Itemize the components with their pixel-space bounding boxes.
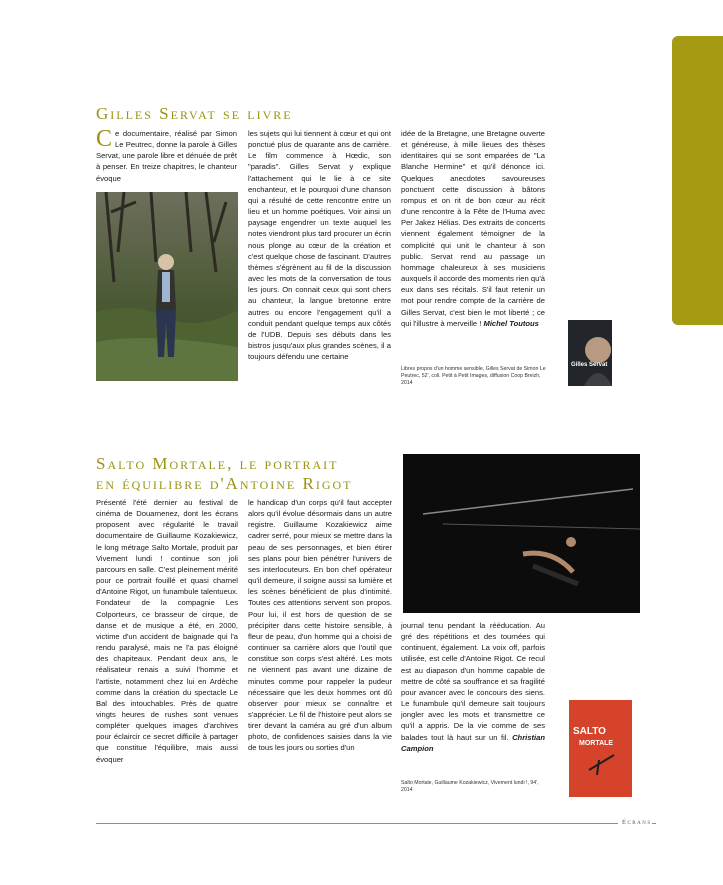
- footer-label: Écrans: [618, 819, 652, 826]
- article2-col2: le handicap d'un corps qu'il faut accepter alors qu'il évolue désormais dans un autre registre. Guillaume Kozakiewicz aime cadrer serré, pour mieux se mettre dans la peau de ses personnages, et bien étirer ses plans pour bien pénétrer l'univers de ses interlocuteurs. En bon chef opérateur qu'il demeure, il soigne aussi sa lumière et les scènes bénéficient de plus d'intimité. Toutes ces attentions servent son propos. Pour lui, il est hors de question de se précipiter dans cette histoire sensible, à fleur de peau, d'un homme qui a choisi de continuer sa carrière alors que l'outil que constitue son corps s'est altéré. Les mots ne viennent pas avant une dizaine de minutes comme pour rappeler la pudeur nécessaire que les deux hommes ont dû observer pour mieux se connaître et s'apprécier. Le fil de l'histoire peut alors se tirer devant la caméra au gré d'un album photo, de confidences saisies dans la vie de tous les jours ou sorties d'un: [248, 498, 392, 753]
- article1-col2: les sujets qui lui tiennent à cœur et qui ont ponctué plus de quarante ans de carrière. Le film commence à Hœdic, son "paradis". Gilles Servat y explique l'attachement qui le lie à ce site enchanteur, et le pourquoi d'une chanson qui a résulté de cette rencontre entre un lieu et un homme poétiques. Voir ainsi un paysage engendrer un texte auquel les notes viendront plus tard procurer un écrin nous plonge au cœur de la création et c'est quelque chose de fascinant. D'autres thèmes s'égrènent au fil de la discussion avec les mots de la conversation de tous les jours. On connait ceux qui sont chers au chanteur, la langue bretonne entre autres ou encore l'engagement qu'il a conduit pendant quelque temps aux côtés de l'UDB. Depuis ses débuts dans les bistros jusqu'aux plus grandes scènes, il a toujours défendu une certaine: [248, 129, 391, 362]
- article1-col1: [96, 128, 237, 184]
- article1-caption: Libres propos d'un homme sensible, Gilles Servat de Simon Le Peutrec, 52', coll. Petit à Petit Images, diffusion Coop Breizh, 2014: [401, 366, 546, 386]
- side-tab: [672, 36, 723, 325]
- article1-col3: [401, 128, 545, 358]
- article1-col3-text: idée de la Bretagne, une Bretagne ouverte et généreuse, à mille lieues des thèses identitaires qui se sont emparées de "La Blanche Hermine" et qu'il dénonce ici. Quelques anecdotes savoureuses ponctuent cette discussion à bâtons rompus et on rit de bon cœur au récit d'une rencontre à la Fête de l'Huma avec Per Jakez Hélias. Des extraits de concerts viennent également témoigner de la complicité qui unit le chanteur à son public. Servat rend au passage un hommage chaleureux à ses musiciens auxquels il accorde des moments rien qu'à eux dans ses récitals. S'il faut retenir un mot pour rendre compte de la carrière de Gilles Servat, c'est bien le mot liberté ; ce qui l'illustre à merveille !: [401, 129, 545, 328]
- dvd-cover-gilles-servat: [568, 320, 612, 386]
- article1-title: Gilles Servat se livre: [96, 104, 293, 123]
- drop-cap: C: [96, 128, 113, 152]
- article2-title-line1: Salto Mortale, le portrait: [96, 454, 339, 473]
- dvd-cover-salto-mortale: [569, 700, 632, 797]
- article2-col1: Présenté l'été dernier au festival de cinéma de Douarnenez, dont les écrans proposent avec régularité le travail documentaire de Guillaume Kozakiewicz, le long métrage Salto Mortale, produit par Vivement lundi ! continue son joli parcours en salle. C'est pleinement mérité pour ce portrait fouillé et quasi charnel d'Antoine Rigot, un funambule talentueux. Fondateur de la compagnie Les Colporteurs, ce brasseur de cirque, de danse et de musique a été, en 2000, victime d'un accident de baignade qui l'a rendu paralysé, mais ne l'a pas éloigné des chapiteaux. Pendant deux ans, le réalisateur renais a suivi l'homme et l'artiste, notamment chez lui en Ardèche comme dans la création du spectacle Le Bal des intouchables. Près de quatre vingts heures de rushes sont venues compléter quelques images d'archives pour éclaircir ce secret difficile à partager que constitue l'équilibre, mais aussi évoquer: [96, 498, 238, 764]
- poster-title-2: MORTALE: [579, 740, 614, 747]
- article1-signature: Michel Toutous: [483, 318, 539, 328]
- article2-signature: Christian Campion: [401, 732, 545, 753]
- article2-col3-text: journal tenu pendant la rééducation. Au gré des répétitions et des tournées qui continuent, également. La voix off, parfois utilisée, est celle d'Antoine Rigot. Ce recul est au diapason d'un homme capable de mettre de côté sa souffrance et sa fragilité pour avancer avec le concours des siens. Le funambule qu'il demeure sait toujours jongler avec les mots et transmettre ce qu'il a appris. De la vie comme de ses balades tout là haut sur un fil.: [401, 621, 545, 742]
- article2-col3: [401, 620, 545, 778]
- article2-title-line2: en équilibre d'Antoine Rigot: [96, 474, 353, 493]
- footer-rule: [96, 823, 656, 824]
- cover-title: Gilles Servat: [571, 362, 608, 368]
- article1-col1-text: e documentaire, réalisé par Simon Le Peutrec, donne la parole à Gilles Servat, une parole libre et dénuée de prêt à penser. En treize chapitres, le chanteur évoque: [96, 129, 237, 183]
- article2-caption: Salto Mortale, Guillaume Kozakiewicz, Vivement lundi !, 94', 2014: [401, 780, 539, 793]
- gilles-servat-photo: [96, 192, 238, 381]
- poster-title-1: SALTO: [573, 726, 606, 737]
- antoine-rigot-photo: [403, 454, 640, 613]
